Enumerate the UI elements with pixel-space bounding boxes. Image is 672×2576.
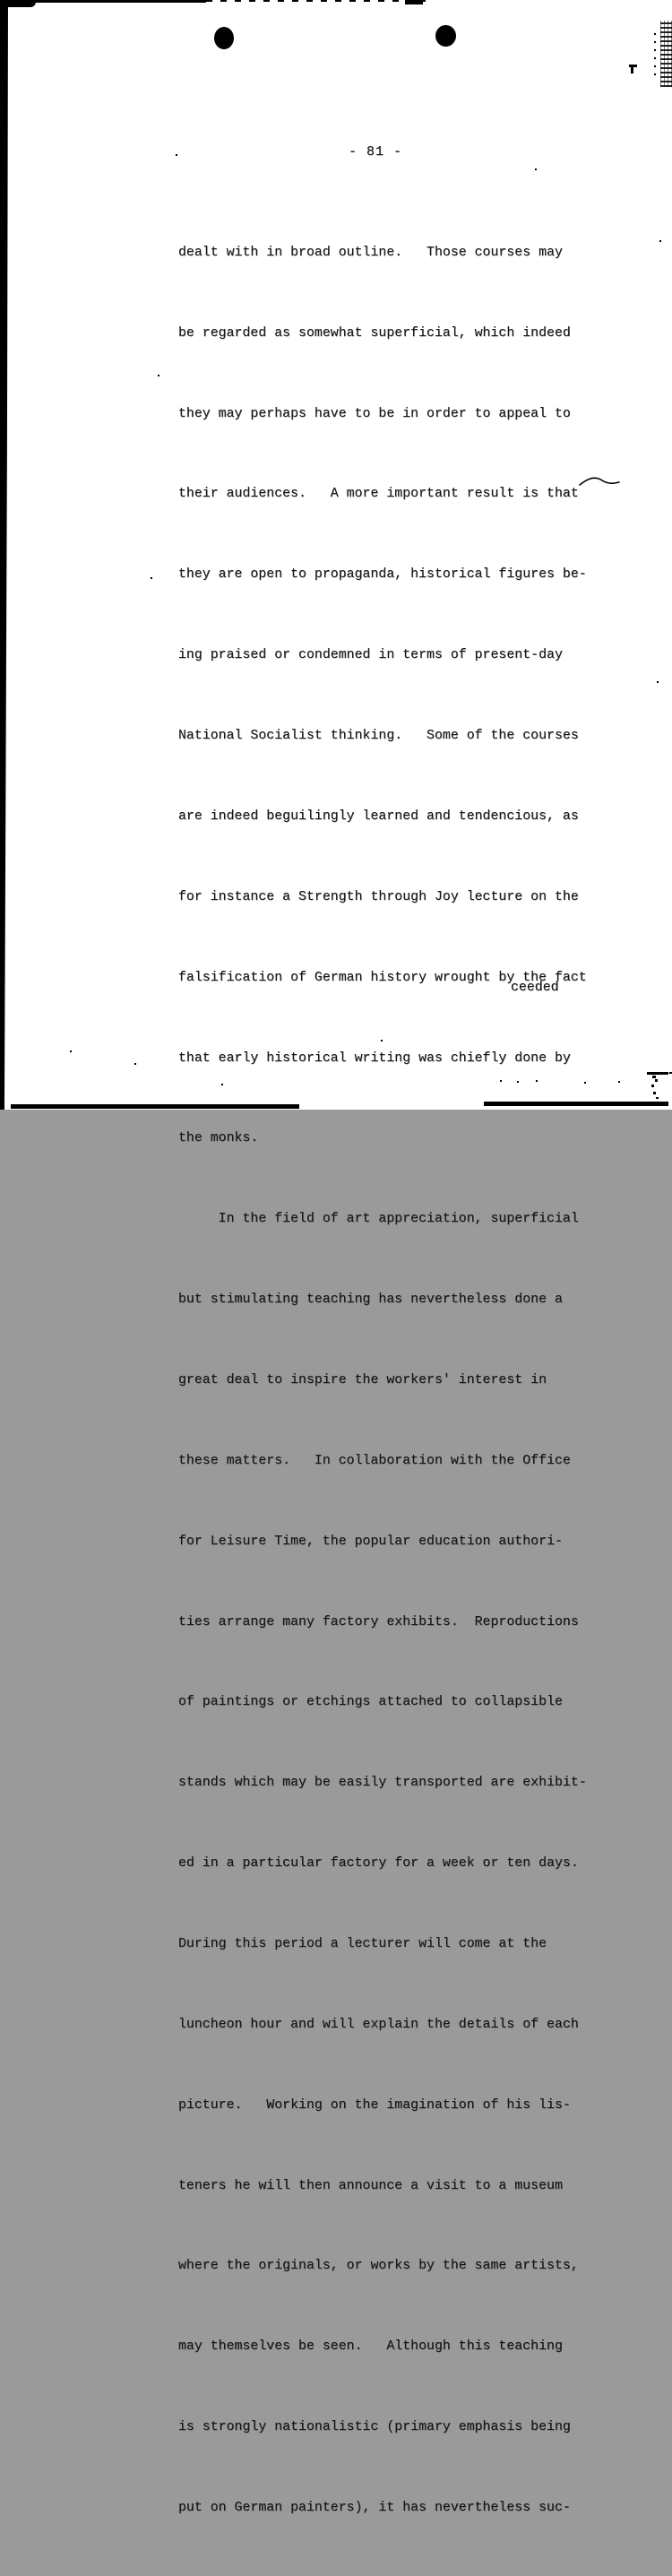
text-line: but stimulating teaching has nevertheless done a [178,1292,563,1308]
text-line: In the field of art appreciation, superficial [178,1212,579,1227]
scan-speck [659,240,661,242]
text-line: dealt with in broad outline. Those courses may [178,245,563,260]
text-line: great deal to inspire the workers' interest in [178,1372,547,1387]
text-line: their audiences. A more important result is that [178,487,579,502]
scan-speck [151,577,152,579]
text-line: may themselves be seen. Although this teaching [178,2339,563,2355]
scan-noise-mark [631,67,633,73]
hole-punch-mark [214,27,234,49]
text-line: stands which may be easily transported are exhibit- [178,1776,587,1791]
text-line: ed in a particular factory for a week or ten days. [178,1856,579,1871]
text-line: National Socialist thinking. Some of the courses [178,729,579,744]
scan-speck [70,1050,72,1052]
scan-speck [535,169,537,170]
page-number: - 81 - [349,144,403,160]
text-line: ing praised or condemned in terms of present-day [178,648,563,663]
text-line: for instance a Strength through Joy lecture on the [178,889,579,904]
text-line: ties arrange many factory exhibits. Reproductions [178,1614,579,1629]
body-text [178,186,587,2576]
scan-edge-left [0,0,8,1110]
scan-edge-top-mark [405,0,423,4]
scan-speck [517,1081,519,1083]
text-line: where the originals, or works by the same artists, [178,2259,579,2274]
scan-edge-top-blob [0,0,36,7]
text-line: put on German painters), it has nevertheless suc- [178,2500,571,2515]
hole-punch-mark [435,25,456,47]
scan-speck [618,1081,620,1083]
scan-noise-top-right [660,21,672,87]
text-line: are indeed beguilingly learned and tendencious, as [178,808,579,824]
text-line: During this period a lecturer will come at the [178,1936,547,1951]
scan-speck [381,1040,383,1042]
scan-speck [158,375,159,376]
text-line: they are open to propaganda, historical figures be- [178,567,587,583]
text-line: teners he will then announce a visit to a museum [178,2178,563,2193]
scan-speck [584,1082,586,1084]
scan-speck [657,681,659,683]
text-line: be regarded as somewhat superficial, which indeed [178,325,571,341]
scan-speck [536,1080,538,1082]
text-line: they may perhaps have to be in order to appeal to [178,406,571,421]
text-line: picture. Working on the imagination of his lis- [178,2097,571,2113]
text-line: is strongly nationalistic (primary emphasis being [178,2420,571,2435]
scan-edge-top-dashes [206,0,426,2]
scan-speck [500,1080,502,1082]
text-line: luncheon hour and will explain the details of each [178,2017,579,2032]
text-line: for Leisure Time, the popular education authori- [178,1534,563,1549]
text-line: that early historical writing was chiefly done by [178,1050,571,1066]
scan-speck [134,1063,136,1065]
catchword: ceeded [511,981,559,995]
text-line: the monks. [178,1131,259,1146]
text-line: falsification of German history wrought by the fact [178,970,587,985]
scan-speck [176,154,177,156]
scan-speck [221,1084,223,1085]
text-line: these matters. In collaboration with the Office [178,1453,571,1468]
corner-fold-mark [645,1070,672,1101]
text-line: of paintings or etchings attached to collapsible [178,1695,563,1710]
scan-noise-column [654,27,656,75]
